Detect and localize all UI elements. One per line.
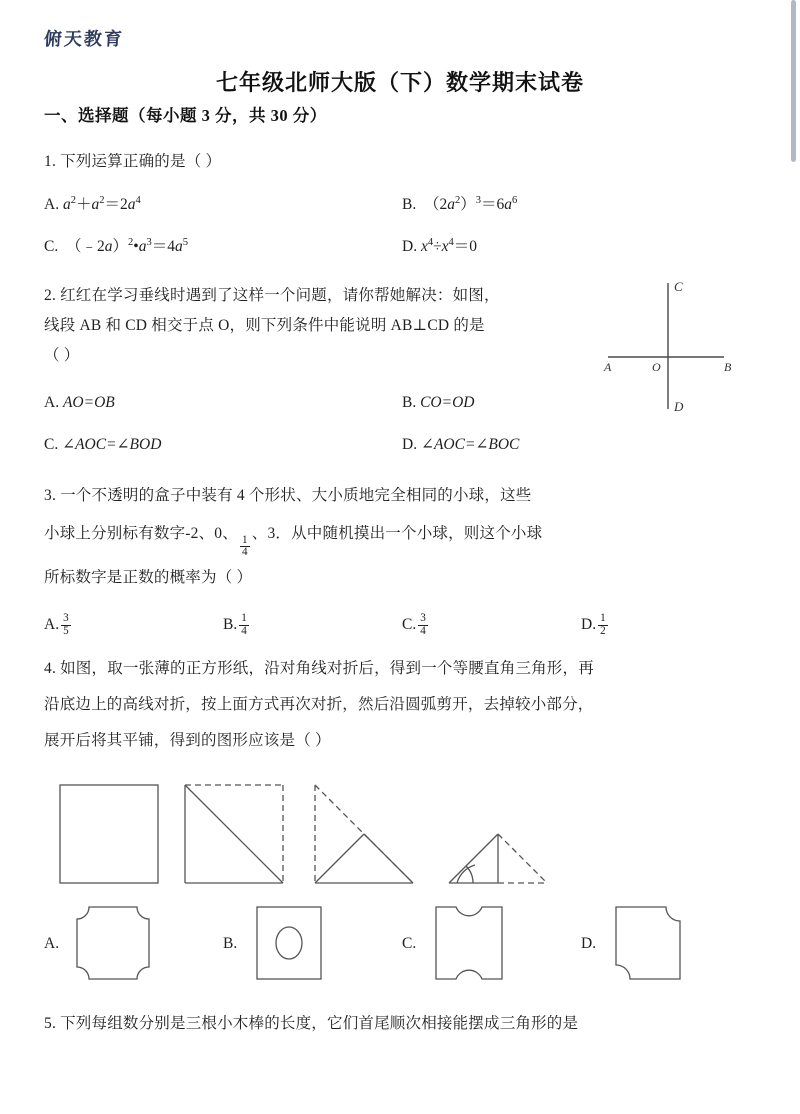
- option-a-expression: $a^2+a^2=2a^4$: [62, 194, 141, 213]
- option-a-expression: AO=OB: [62, 393, 115, 411]
- question-4-option-d[interactable]: [581, 903, 760, 983]
- question-1-options-row-2: [44, 233, 760, 261]
- question-1-text: 下列运算正确的是（ ）: [60, 152, 222, 170]
- question-3-options: [44, 613, 760, 637]
- option-c-label: C.: [402, 934, 417, 952]
- question-2-option-d[interactable]: [402, 431, 760, 459]
- figure-square-with-diagonal: [179, 777, 301, 889]
- option-b-label: B.: [402, 393, 417, 411]
- shape-square-four-corner-notches: [67, 903, 165, 983]
- question-3-option-a[interactable]: [44, 613, 223, 637]
- question-2-options-row-2: [44, 431, 760, 459]
- option-c-expression: $(﹣2a)^2•a^3=4a^5$: [62, 236, 188, 255]
- option-d-label: D.: [581, 934, 597, 952]
- shape-square-two-diagonal-notches: [604, 903, 702, 983]
- question-3-number: 3.: [44, 486, 57, 504]
- option-a-fraction: $\frac{3}{5}$: [63, 611, 69, 637]
- option-a-label: A.: [44, 393, 60, 411]
- option-a-label: A.: [44, 934, 60, 952]
- figure-triangle-with-fold: [309, 777, 431, 889]
- vertical-scrollbar[interactable]: [790, 0, 796, 1114]
- question-4-line-2: 沿底边上的高线对折，按上面方式再次对折，然后沿圆弧剪开，去掉较小部分，: [44, 696, 594, 714]
- question-4-number: 4.: [44, 660, 57, 678]
- question-4-step-figures: [56, 777, 760, 889]
- question-2-option-c[interactable]: [44, 431, 402, 459]
- option-d-label: D.: [402, 237, 418, 255]
- shape-rect-top-bottom-notches: [424, 903, 522, 983]
- question-4-option-a[interactable]: [44, 903, 223, 983]
- question-2: [44, 278, 760, 459]
- question-3-line-2: 小球上分别标有数字-2、0、 $\frac{1}{4}$ 、3．从中随机摸出一个小球，则这个小球: [44, 524, 543, 559]
- option-c-fraction: $\frac{3}{4}$: [420, 611, 426, 637]
- question-1-option-a[interactable]: [44, 191, 402, 219]
- question-4-answer-figures: [44, 903, 760, 983]
- question-5: [44, 1009, 760, 1039]
- question-3: [44, 477, 760, 638]
- svg-text:C: C: [674, 278, 683, 294]
- question-1-option-d[interactable]: [402, 233, 760, 261]
- svg-text:A: A: [604, 359, 612, 374]
- question-4-line-1: 4. 如图，取一张薄的正方形纸，沿对角线对折后，得到一个等腰直角三角形，再: [44, 660, 594, 678]
- option-d-expression: $x^4\div x^4=0$: [420, 236, 478, 255]
- svg-text:O: O: [652, 359, 661, 374]
- question-1-option-c[interactable]: [44, 233, 402, 261]
- question-4-stem: [44, 651, 760, 759]
- option-d-label: D.: [402, 435, 418, 453]
- fraction-one-quarter: $\frac{1}{4}$: [241, 533, 248, 559]
- question-2-option-a[interactable]: [44, 389, 402, 417]
- section-heading-choice: 一、选择题（每小题 3 分，共 30 分）: [44, 106, 327, 125]
- question-1-option-b[interactable]: [402, 191, 760, 219]
- question-3-stem: [44, 477, 760, 597]
- question-2-line-2: 线段 AB 和 CD 相交于点 O，则下列条件中能说明 AB⊥CD 的是: [44, 316, 485, 334]
- question-1-options-row-1: [44, 191, 760, 219]
- question-4-option-b[interactable]: [223, 903, 402, 983]
- question-4-option-c[interactable]: [402, 903, 581, 983]
- question-2-line-3: （ ）: [44, 346, 80, 364]
- svg-text:B: B: [724, 359, 732, 374]
- option-d-label: D.: [581, 616, 597, 634]
- option-c-label: C.: [402, 616, 417, 634]
- option-c-label: C.: [44, 237, 59, 255]
- option-c-expression: ∠AOC=∠BOD: [62, 435, 162, 453]
- option-b-label: B.: [223, 616, 238, 634]
- option-d-fraction: $\frac{1}{2}$: [600, 611, 606, 637]
- option-b-fraction: $\frac{1}{4}$: [241, 611, 247, 637]
- svg-text:D: D: [674, 398, 684, 414]
- option-b-expression: $(2a^2)^3=6a^6$: [420, 194, 518, 213]
- option-b-expression: CO=OD: [420, 393, 475, 411]
- shape-rect-with-oval-hole: [245, 903, 343, 983]
- question-5-text: 下列每组数分别是三根小木棒的长度，它们首尾顺次相接能摆成三角形的是: [60, 1015, 579, 1033]
- question-3-option-d[interactable]: [581, 613, 760, 637]
- option-d-expression: ∠AOC=∠BOC: [420, 435, 520, 453]
- question-1-number: 1.: [44, 152, 57, 170]
- option-a-label: A.: [44, 195, 60, 213]
- question-3-option-c[interactable]: [402, 613, 581, 637]
- question-2-figure: [596, 275, 746, 415]
- option-c-label: C.: [44, 435, 59, 453]
- page-title: 七年级北师大版（下）数学期末试卷: [215, 70, 584, 95]
- question-1: [44, 147, 760, 261]
- question-5-number: 5.: [44, 1015, 57, 1033]
- question-3-line-3: 所标数字是正数的概率为（ ）: [44, 568, 253, 586]
- question-1-stem: [44, 147, 760, 177]
- question-2-number: 2.: [44, 286, 57, 304]
- option-b-label: B.: [223, 934, 238, 952]
- question-3-line-1: 3. 一个不透明的盒子中装有 4 个形状、大小质地完全相同的小球，这些: [44, 486, 532, 504]
- option-a-label: A.: [44, 616, 60, 634]
- question-5-stem: [44, 1009, 760, 1039]
- question-2-line-1: 2. 红红在学习垂线时遇到了这样一个问题，请你帮她解决：如图，: [44, 286, 500, 304]
- site-logo: 俯天教育: [43, 29, 125, 49]
- question-4-line-3: 展开后将其平铺，得到的图形应该是（ ）: [44, 732, 331, 750]
- option-b-label: B.: [402, 195, 417, 213]
- question-3-option-b[interactable]: [223, 613, 402, 637]
- document-content: [44, 108, 760, 1045]
- question-2-stem: [44, 281, 624, 371]
- figure-triangle-with-arc: [439, 777, 561, 889]
- question-4: [44, 651, 760, 983]
- figure-square: [56, 777, 171, 889]
